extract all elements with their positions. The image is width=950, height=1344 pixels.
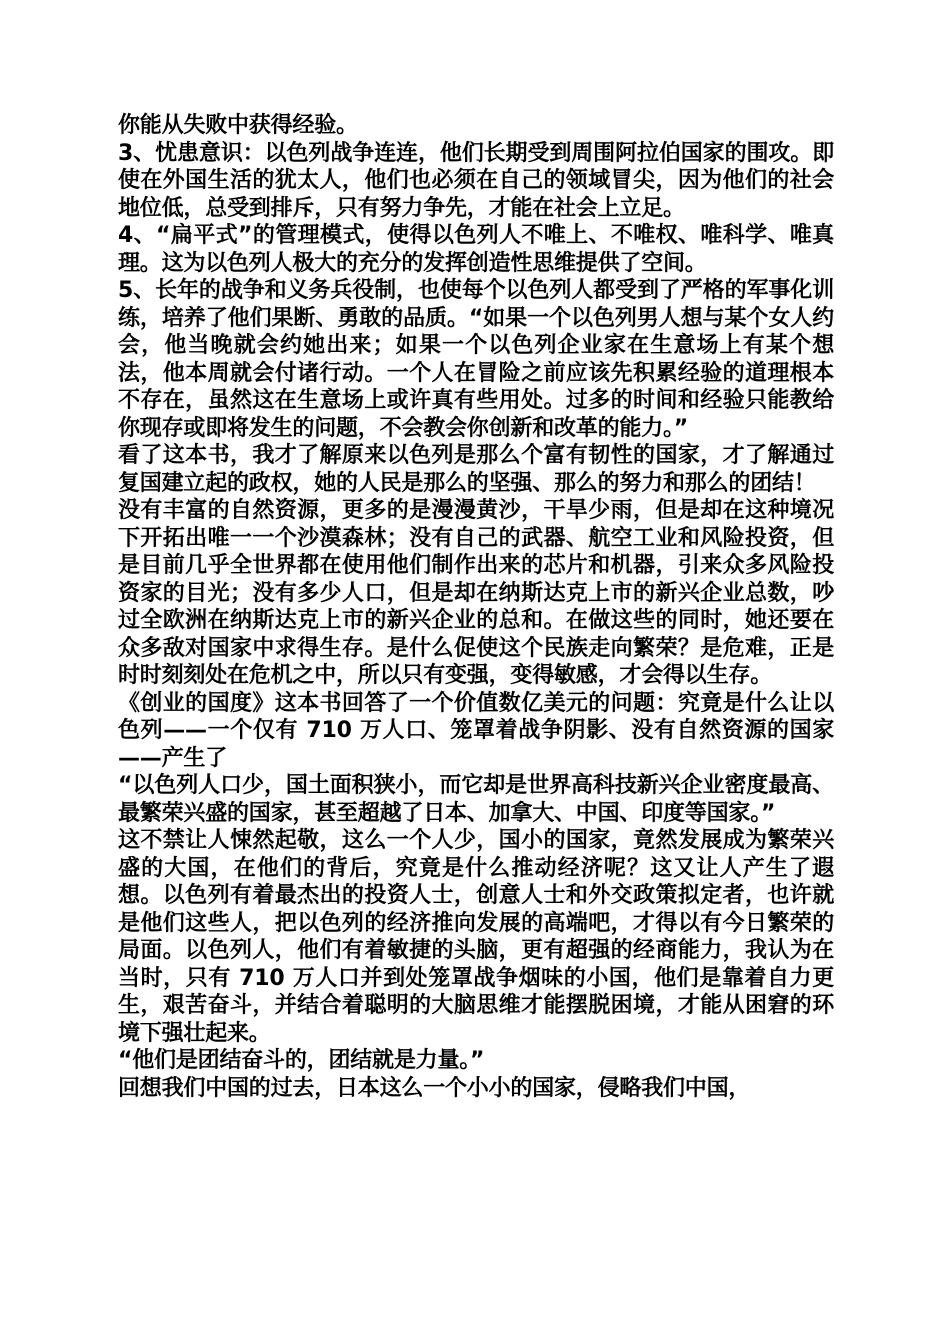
paragraph-point-3: 3、忧患意识：以色列战争连连，他们长期受到周围阿拉伯国家的围攻。即使在外国生活的犹太人，他们也必须在自己的领域冒尖，因为他们的社会地位低，总受到排斥，只有努力争先，才能在社会上立足。	[118, 140, 834, 221]
paragraph-china-history: 回想我们中国的过去，日本这么一个小小的国家，侵略我们中国，	[118, 1075, 751, 1101]
paragraph-admiration: 这不禁让人悚然起敬，这么一个人少，国小的国家，竟然发展成为繁荣兴盛的大国，在他们的背后，究竟是什么推动经济呢？这又让人产生了遐想。以色列有着最杰出的投资人士，创意人士和外交政策拟定者，也许就是他们这些人，把以色列的经济推向发展的高端吧，才得以有今日繁荣的局面。以色列人，他们有着敏捷的头脑，更有超强的经商能力，我认为在当时，只有 710 万人口并到处笼罩战争烟味的小国，他们是靠着自力更生，艰苦奋斗，并结合着聪明的大脑思维才能摆脱困境，才能从困窘的环境下强壮起来。	[118, 828, 834, 1046]
document-body	[118, 112, 834, 1102]
paragraph-reflection: 看了这本书，我才了解原来以色列是那么个富有韧性的国家，才了解通过复国建立起的政权，她的人民是那么的坚强、那么的努力和那么的团结！	[118, 443, 834, 496]
paragraph-book-question: 《创业的国度》这本书回答了一个价值数亿美元的问题：究竟是什么让以色列——一个仅有 710 万人口、笼罩着战争阴影、没有自然资源的国家——产生了	[118, 690, 834, 771]
paragraph-quote-density: “以色列人口少，国土面积狭小，而它却是世界高科技新兴企业密度最高、最繁荣兴盛的国家，甚至超越了日本、加拿大、中国、印度等国家。”	[118, 773, 834, 826]
paragraph-point-5: 5、长年的战争和义务兵役制，也使每个以色列人都受到了严格的军事化训练，培养了他们果断、勇敢的品质。“如果一个以色列男人想与某个女人约会，他当晚就会约她出来；如果一个以色列企业家在生意场上有某个想法，他本周就会付诸行动。一个人在冒险之前应该先积累经验的道理根本不存在，虽然这在生意场上或许真有些用处。过多的时间和经验只能教给你现存或即将发生的问题，不会教会你创新和改革的能力。”	[118, 278, 834, 441]
paragraph-quote-unity: “他们是团结奋斗的，团结就是力量。”	[118, 1048, 485, 1073]
paragraph-lesson: 你能从失败中获得经验。	[118, 113, 358, 138]
paragraph-resources: 没有丰富的自然资源，更多的是漫漫黄沙，干旱少雨，但是却在这种境况下开拓出唯一一个沙漠森林；没有自己的武器、航空工业和风险投资，但是目前几乎全世界都在使用他们制作出来的芯片和机器，引来众多风险投资家的目光；没有多少人口，但是却在纳斯达克上市的新兴企业总数，吵过全欧洲在纳斯达克上市的新兴企业的总和。在做这些的同时，她还要在众多敌对国家中求得生存。是什么促使这个民族走向繁荣？是危难，正是时时刻刻处在危机之中，所以只有变强，变得敏感，才会得以生存。	[118, 498, 834, 688]
paragraph-point-4: 4、“扁平式”的管理模式，使得以色列人不唯上、不唯权、唯科学、唯真理。这为以色列人极大的充分的发挥创造性思维提供了空间。	[118, 223, 834, 276]
